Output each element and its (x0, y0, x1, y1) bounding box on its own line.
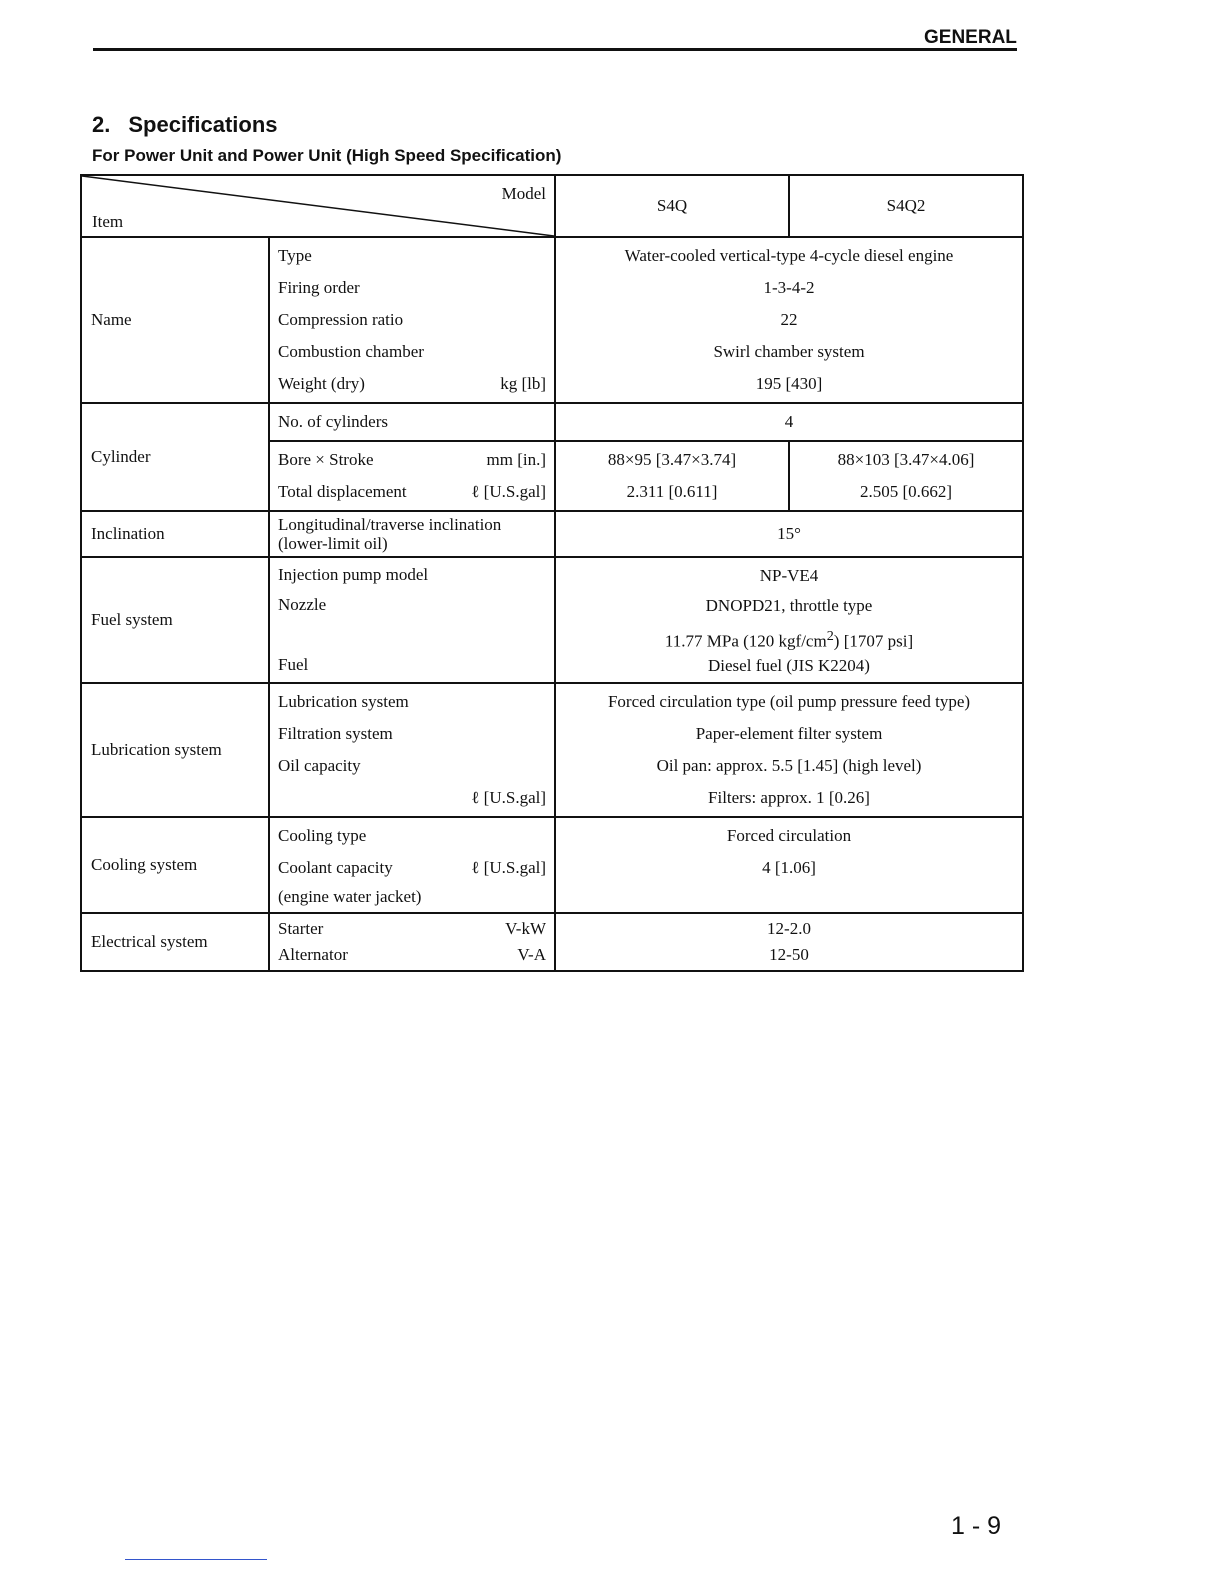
value-fuel: Diesel fuel (JIS K2204) (708, 656, 870, 675)
table-row-inclination (81, 511, 1023, 557)
value-type: Water-cooled vertical-type 4-cycle diesel engine (624, 246, 954, 265)
values-cooling-system (555, 817, 1023, 913)
value-alternator: 12-50 (769, 945, 809, 964)
footer-rule (125, 1559, 267, 1560)
values-cylinder-s4q (555, 441, 789, 511)
value-weight: 195 [430] (755, 374, 823, 393)
model-header-label: Model (501, 184, 546, 203)
value-nozzle-type: DNOPD21, throttle type (705, 596, 873, 615)
param-compression-ratio: Compression ratio (278, 310, 404, 329)
group-label-cooling-system: Cooling system (81, 817, 269, 913)
value-bore-stroke-s4q2: 88×103 [3.47×4.06] (837, 450, 975, 469)
param-coolant-capacity: Coolant capacity (278, 858, 393, 877)
item-model-header (81, 175, 555, 237)
param-filtration-system: Filtration system (278, 724, 393, 743)
specifications-table (80, 174, 1024, 972)
section-title-text: Specifications (128, 112, 278, 137)
value-displacement-s4q2: 2.505 [0.662] (859, 482, 953, 501)
values-cylinder-s4q2 (789, 441, 1023, 511)
value-nozzle-pressure: 11.77 MPa (120 kgf/$cm^2$) [1707 psi] (664, 628, 914, 651)
params-fuel-system (269, 557, 555, 683)
value-lubrication-system: Forced circulation type (oil pump pressure feed type) (607, 692, 971, 711)
param-firing-order: Firing order (278, 278, 360, 297)
item-header-label: Item (92, 212, 124, 231)
value-compression-ratio: 22 (780, 310, 798, 329)
value-displacement-s4q: 2.311 [0.611] (626, 482, 718, 501)
values-name (555, 237, 1023, 403)
group-label-electrical-system: Electrical system (81, 913, 269, 971)
param-bore-stroke: Bore × Stroke (278, 450, 374, 469)
value-injection-pump-model: NP-VE4 (759, 566, 819, 585)
section-number: 2. (92, 112, 111, 137)
unit-coolant-capacity: ℓ [U.S.gal] (471, 858, 546, 877)
param-inclination-line2: (lower-limit oil) (278, 534, 388, 553)
param-injection-pump-model: Injection pump model (278, 565, 429, 584)
values-inclination (555, 511, 1023, 557)
table-header-row (81, 175, 1023, 237)
params-cooling-system (269, 817, 555, 913)
param-nozzle: Nozzle (278, 595, 327, 614)
values-lubrication-system (555, 683, 1023, 817)
model-s4q2-header: S4Q2 (789, 175, 1023, 237)
section-header: GENERAL (924, 27, 1017, 48)
param-number-of-cylinders: No. of cylinders (278, 412, 389, 431)
unit-oil-capacity: ℓ [U.S.gal] (471, 788, 546, 807)
group-label-cylinder: Cylinder (81, 403, 269, 511)
params-electrical-system (269, 913, 555, 971)
param-fuel: Fuel (278, 655, 309, 674)
value-filtration-system: Paper-element filter system (695, 724, 883, 743)
diagonal-divider (82, 176, 554, 236)
value-number-of-cylinders: 4 (784, 412, 794, 431)
group-label-lubrication-system: Lubrication system (81, 683, 269, 817)
model-s4q-header: S4Q (555, 175, 789, 237)
param-total-displacement: Total displacement (278, 482, 407, 501)
param-cylinders-cell (269, 403, 555, 441)
value-firing-order: 1-3-4-2 (763, 278, 815, 297)
header-rule (93, 48, 1017, 51)
unit-weight: kg [lb] (500, 374, 546, 393)
param-inclination (278, 515, 501, 553)
group-label-inclination: Inclination (81, 511, 269, 557)
page-number: 1 - 9 (951, 1512, 1002, 1540)
param-starter: Starter (278, 919, 324, 938)
table-row-lubrication-system (81, 683, 1023, 817)
param-cooling-type: Cooling type (278, 826, 367, 845)
unit-total-displacement: ℓ [U.S.gal] (471, 482, 546, 501)
params-name (269, 237, 555, 403)
param-type: Type (278, 246, 312, 265)
unit-bore-stroke: mm [in.] (486, 450, 546, 469)
unit-alternator: V-A (517, 945, 546, 964)
value-cooling-type: Forced circulation (726, 826, 852, 845)
params-lubrication-system (269, 683, 555, 817)
table-subtitle: For Power Unit and Power Unit (High Speed Specification) (92, 146, 562, 165)
value-combustion-chamber: Swirl chamber system (713, 342, 865, 361)
table-row-electrical-system (81, 913, 1023, 971)
value-starter: 12-2.0 (767, 919, 811, 938)
params-cylinder-dimensions (269, 441, 555, 511)
param-engine-water-jacket: (engine water jacket) (278, 887, 422, 906)
values-electrical-system (555, 913, 1023, 971)
page-title (92, 112, 278, 138)
param-alternator: Alternator (278, 945, 348, 964)
values-fuel-system (555, 557, 1023, 683)
param-weight: Weight (dry) (278, 374, 365, 393)
group-label-name: Name (81, 237, 269, 403)
value-filter-capacity: Filters: approx. 1 [0.26] (708, 788, 870, 807)
table-row-cooling-system (81, 817, 1023, 913)
value-coolant-capacity: 4 [1.06] (762, 858, 816, 877)
value-inclination: 15° (777, 524, 801, 543)
value-number-of-cylinders-cell (555, 403, 1023, 441)
param-combustion-chamber: Combustion chamber (278, 342, 424, 361)
table-row-cylinder (81, 403, 1023, 441)
group-label-fuel-system: Fuel system (81, 557, 269, 683)
value-bore-stroke-s4q: 88×95 [3.47×3.74] (607, 450, 737, 469)
params-inclination (269, 511, 555, 557)
param-lubrication-system: Lubrication system (278, 692, 409, 711)
param-inclination-line1: Longitudinal/traverse inclination (278, 515, 502, 534)
table-row-fuel-system (81, 557, 1023, 683)
unit-starter: V-kW (505, 919, 546, 938)
value-oil-pan-capacity: Oil pan: approx. 5.5 [1.45] (high level) (656, 756, 922, 775)
table-row-name (81, 237, 1023, 403)
param-oil-capacity: Oil capacity (278, 756, 361, 775)
